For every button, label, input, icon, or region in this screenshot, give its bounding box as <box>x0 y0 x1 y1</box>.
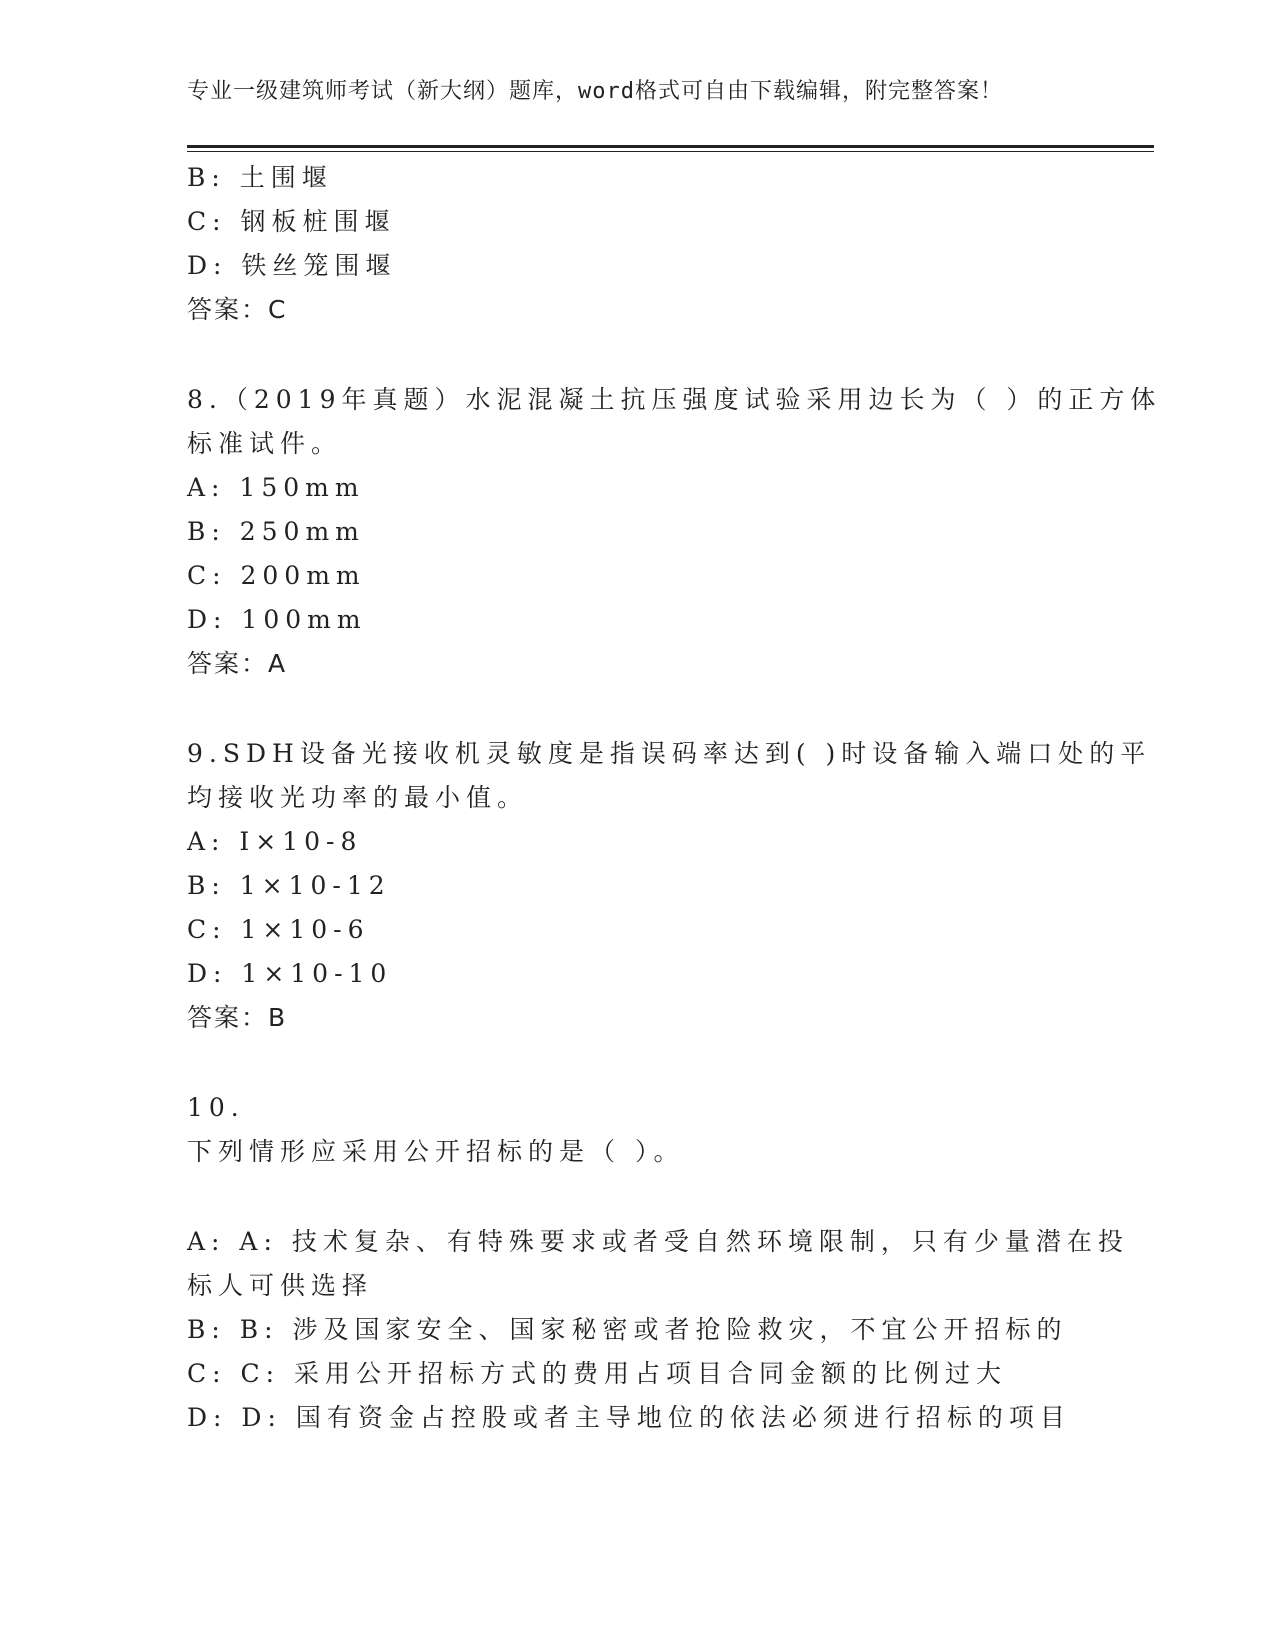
q10-option-c: C: C: 采用公开招标方式的费用占项目合同金额的比例过大 <box>187 1359 1007 1388</box>
header-divider-thin <box>187 151 1154 152</box>
q9-option-c: C: 1×10-6 <box>187 915 370 944</box>
page-header: 专业一级建筑师考试（新大纲）题库，word格式可自由下载编辑，附完整答案！ <box>187 79 1003 104</box>
q9-answer: 答案：B <box>187 1003 288 1032</box>
q10-option-b: B: B: 涉及国家安全、国家秘密或者抢险救灾，不宜公开招标的 <box>187 1315 1068 1344</box>
q8-option-b: B: 250mm <box>187 517 365 546</box>
q8-option-d: D: 100mm <box>187 605 367 634</box>
q9-stem-line1: 9.SDH设备光接收机灵敏度是指误码率达到( )时设备输入端口处的平 <box>187 739 1152 768</box>
q9-option-a: A: I×10-8 <box>187 827 363 856</box>
q9-option-d: D: 1×10-10 <box>187 959 393 988</box>
q8-answer: 答案：A <box>187 649 288 678</box>
q10-stem: 下列情形应采用公开招标的是（ ）。 <box>187 1137 685 1166</box>
q9-stem-line2: 均接收光功率的最小值。 <box>187 783 529 812</box>
q7-option-d: D: 铁丝笼围堰 <box>187 251 397 280</box>
q8-stem-line2: 标准试件。 <box>187 429 343 458</box>
q10-option-d: D: D: 国有资金占控股或者主导地位的依法必须进行招标的项目 <box>187 1403 1071 1432</box>
q10-option-a-line1: A: A: 技术复杂、有特殊要求或者受自然环境限制，只有少量潜在投 <box>187 1227 1129 1256</box>
q10-number: 10. <box>187 1093 245 1122</box>
q8-stem-line1: 8.（2019年真题）水泥混凝土抗压强度试验采用边长为（ ）的正方体 <box>187 385 1162 414</box>
q7-answer: 答案：C <box>187 295 288 324</box>
q9-option-b: B: 1×10-12 <box>187 871 391 900</box>
q10-option-a-line2: 标人可供选择 <box>187 1271 374 1300</box>
q7-option-b: B: 土围堰 <box>187 163 333 192</box>
q8-option-c: C: 200mm <box>187 561 366 590</box>
q7-option-c: C: 钢板桩围堰 <box>187 207 396 236</box>
q8-option-a: A: 150mm <box>187 473 365 502</box>
header-divider-thick <box>187 145 1154 148</box>
